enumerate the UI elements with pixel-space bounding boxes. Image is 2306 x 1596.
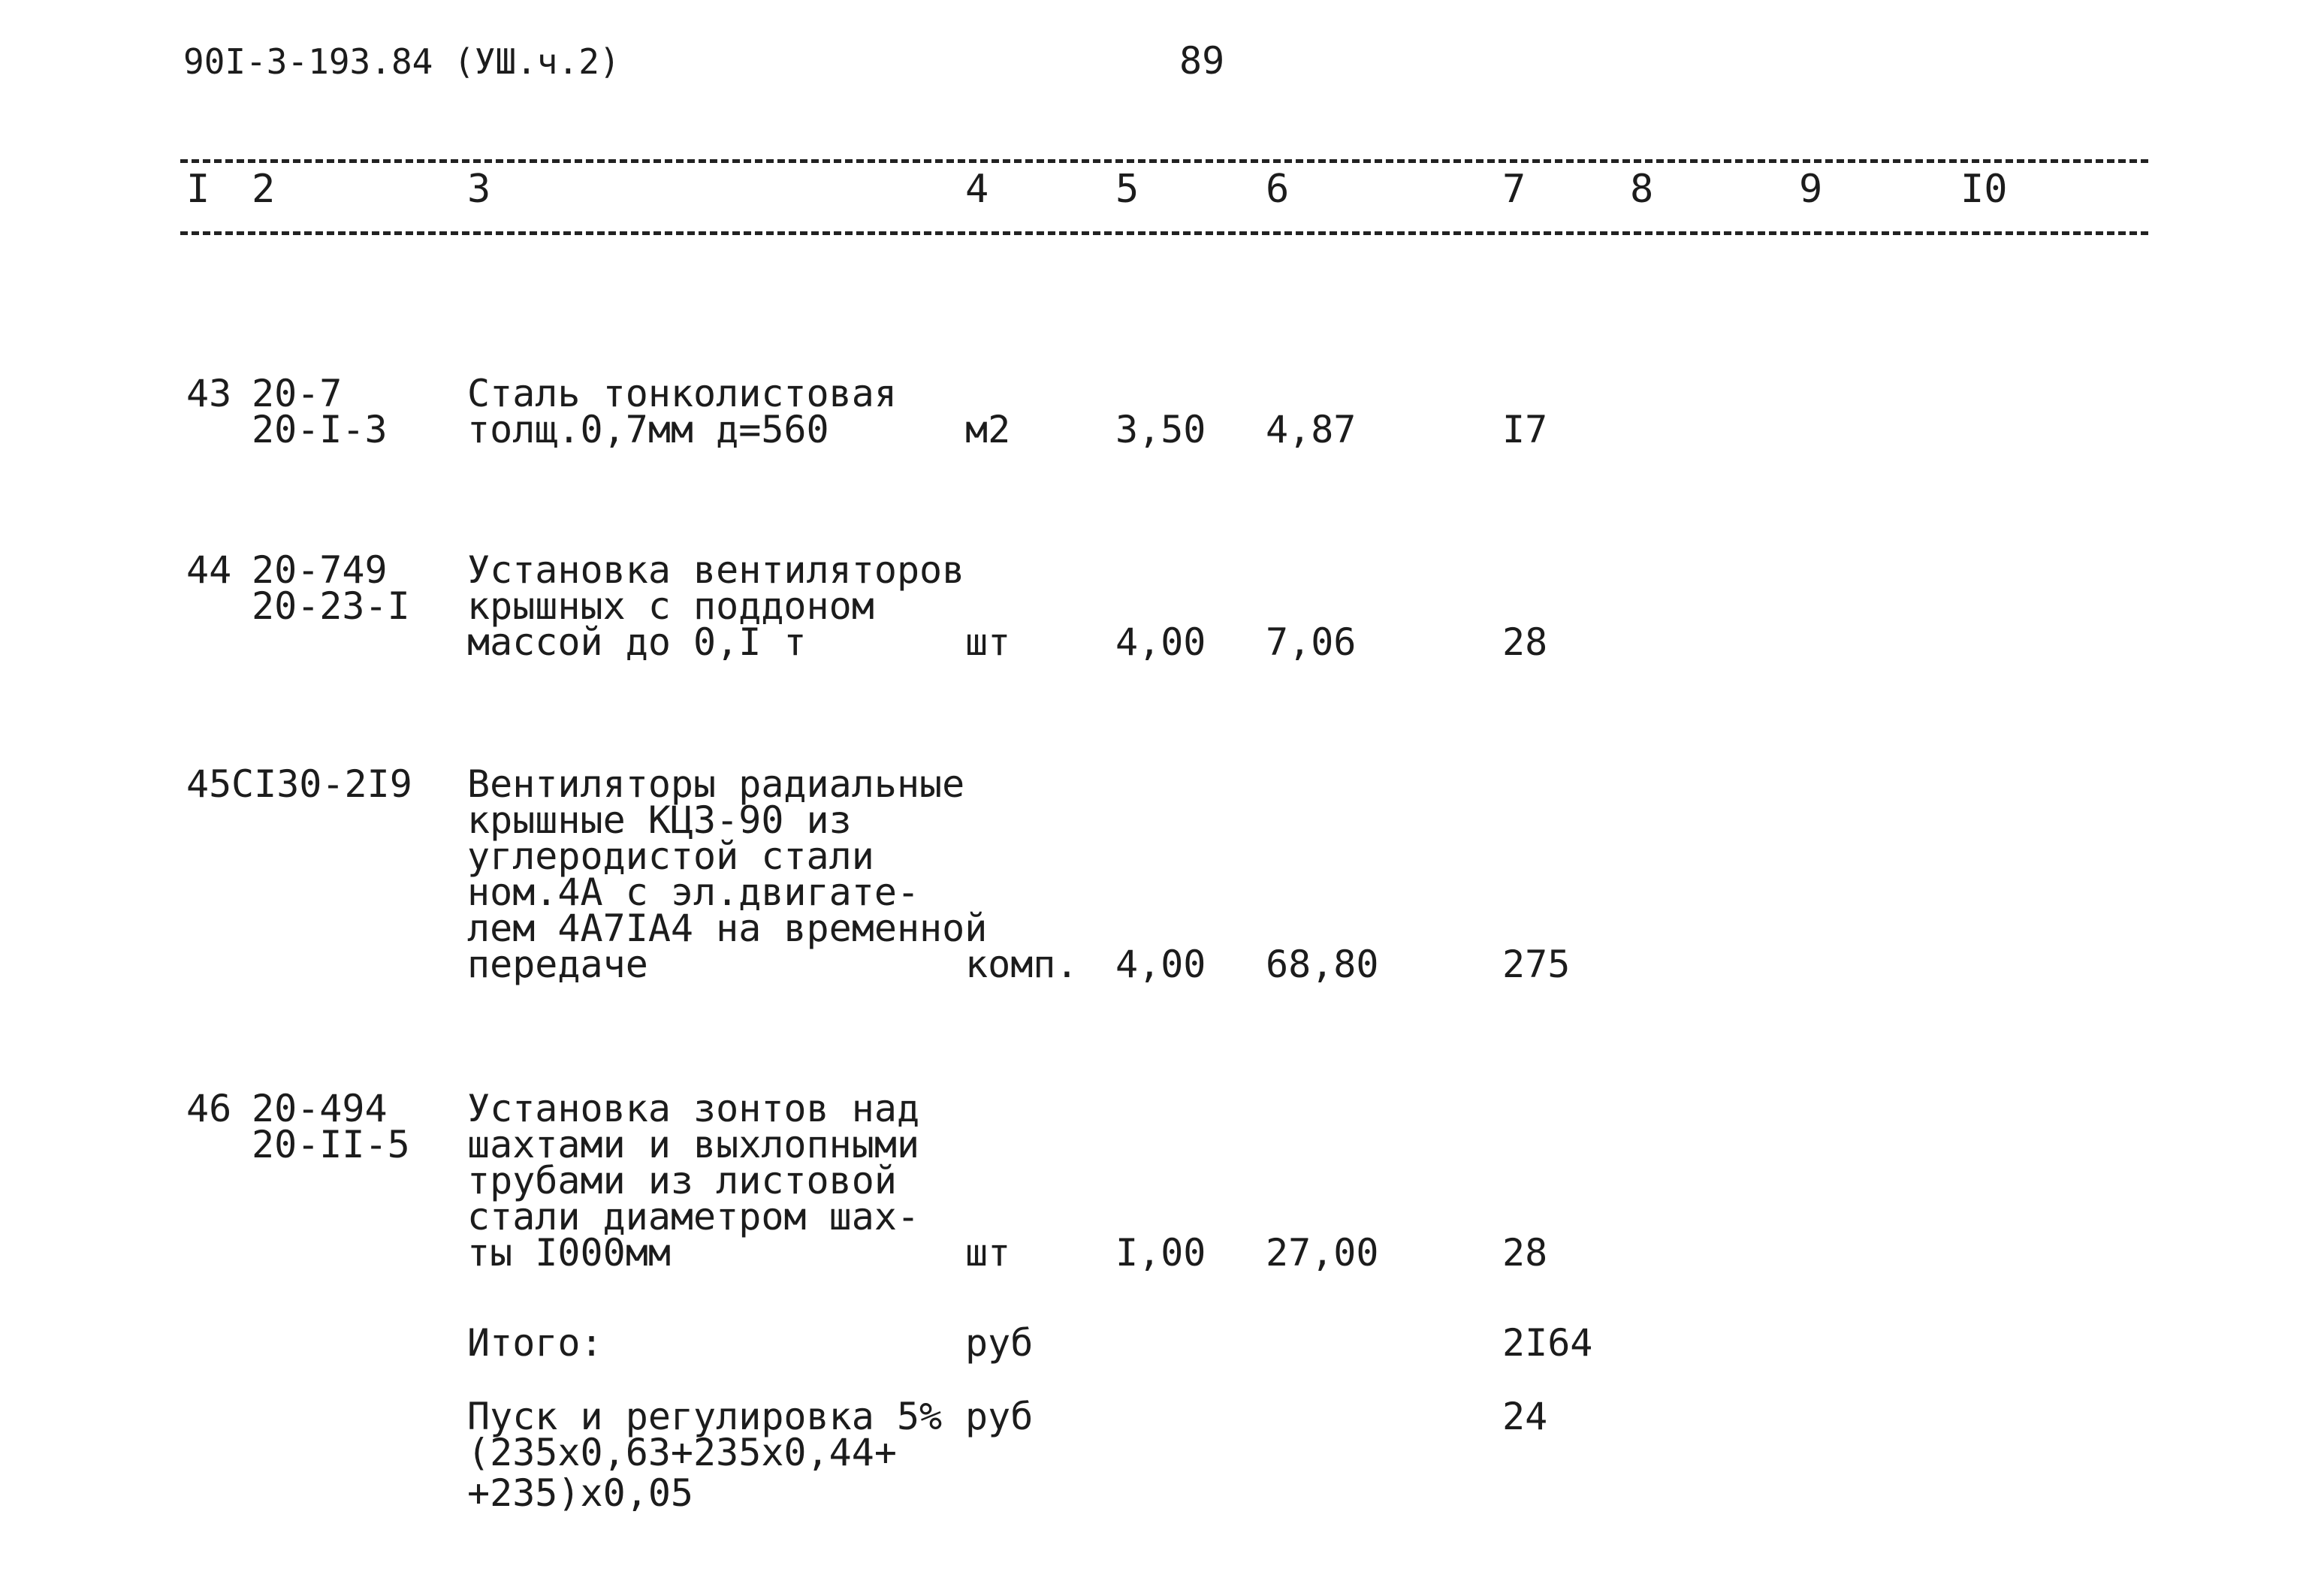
summary-unit: руб — [965, 1321, 1034, 1365]
row-total: 28 — [1502, 1231, 1548, 1275]
row-description-line: крышных с поддоном — [467, 584, 874, 628]
row-quantity: 4,00 — [1115, 620, 1206, 664]
row-code: 20-494 — [252, 1087, 388, 1130]
row-description-line: крышные КЦЗ-90 из — [467, 798, 852, 842]
row-total: 275 — [1502, 943, 1571, 986]
row-number: 43 — [186, 372, 232, 415]
column-header-8: 8 — [1630, 167, 1654, 212]
row-description-line: углеродистой стали — [467, 834, 874, 878]
column-header-6: 6 — [1266, 167, 1290, 212]
row-unit: шт — [965, 620, 1011, 664]
row-unit: м2 — [965, 408, 1011, 451]
row-description-line: массой до 0,I т — [467, 620, 807, 664]
row-total: 28 — [1502, 620, 1548, 664]
row-description-line: Установка вентиляторов — [467, 548, 965, 592]
row-price: 68,80 — [1266, 943, 1379, 986]
row-code: 20-7 — [252, 372, 343, 415]
row-quantity: I,00 — [1115, 1231, 1206, 1275]
summary-label: +235)х0,05 — [467, 1471, 694, 1515]
column-header-9: 9 — [1799, 167, 1823, 212]
column-header-10: I0 — [1960, 167, 2008, 212]
summary-label: Итого: — [467, 1321, 603, 1365]
row-description-line: толщ.0,7мм д=560 — [467, 408, 829, 451]
summary-label: Пуск и регулировка 5% — [467, 1395, 943, 1438]
row-code: CI30-2I9 — [231, 762, 412, 806]
row-code: 20-II-5 — [252, 1123, 410, 1166]
page-number: 89 — [1179, 39, 1225, 83]
row-code: 20-749 — [252, 548, 388, 592]
column-header-5: 5 — [1115, 167, 1139, 212]
row-quantity: 3,50 — [1115, 408, 1206, 451]
row-description-line: лем 4А7IА4 на временной — [467, 907, 988, 950]
row-description-line: ты I000мм — [467, 1231, 671, 1275]
column-header-4: 4 — [965, 167, 989, 212]
summary-label: (235х0,63+235х0,44+ — [467, 1431, 897, 1474]
summary-unit: руб — [965, 1395, 1034, 1438]
row-code: 20-I-3 — [252, 408, 388, 451]
row-code: 20-23-I — [252, 584, 410, 628]
row-description-line: стали диаметром шах- — [467, 1195, 920, 1238]
header-rule-bottom — [180, 231, 2148, 235]
row-description-line: трубами из листовой — [467, 1159, 897, 1202]
row-description-line: шахтами и выхлопными — [467, 1123, 920, 1166]
row-description-line: ном.4А с эл.двигате- — [467, 870, 920, 914]
row-description-line: передаче — [467, 943, 648, 986]
row-number: 44 — [186, 548, 232, 592]
row-unit: шт — [965, 1231, 1011, 1275]
row-description-line: Сталь тонколистовая — [467, 372, 897, 415]
row-number: 45 — [186, 762, 232, 806]
summary-total: 24 — [1502, 1395, 1548, 1438]
column-header-1: I — [186, 167, 210, 212]
row-description-line: Вентиляторы радиальные — [467, 762, 965, 806]
column-header-3: 3 — [467, 167, 491, 212]
row-price: 7,06 — [1266, 620, 1357, 664]
row-quantity: 4,00 — [1115, 943, 1206, 986]
row-number: 46 — [186, 1087, 232, 1130]
row-description-line: Установка зонтов над — [467, 1087, 920, 1130]
row-unit: комп. — [965, 943, 1079, 986]
column-header-2: 2 — [252, 167, 276, 212]
row-price: 4,87 — [1266, 408, 1357, 451]
summary-total: 2I64 — [1502, 1321, 1593, 1365]
header-rule-top — [180, 159, 2148, 163]
document-code: 90I-3-193.84 (УШ.ч.2) — [183, 41, 620, 82]
row-price: 27,00 — [1266, 1231, 1379, 1275]
column-header-7: 7 — [1502, 167, 1526, 212]
row-total: I7 — [1502, 408, 1548, 451]
